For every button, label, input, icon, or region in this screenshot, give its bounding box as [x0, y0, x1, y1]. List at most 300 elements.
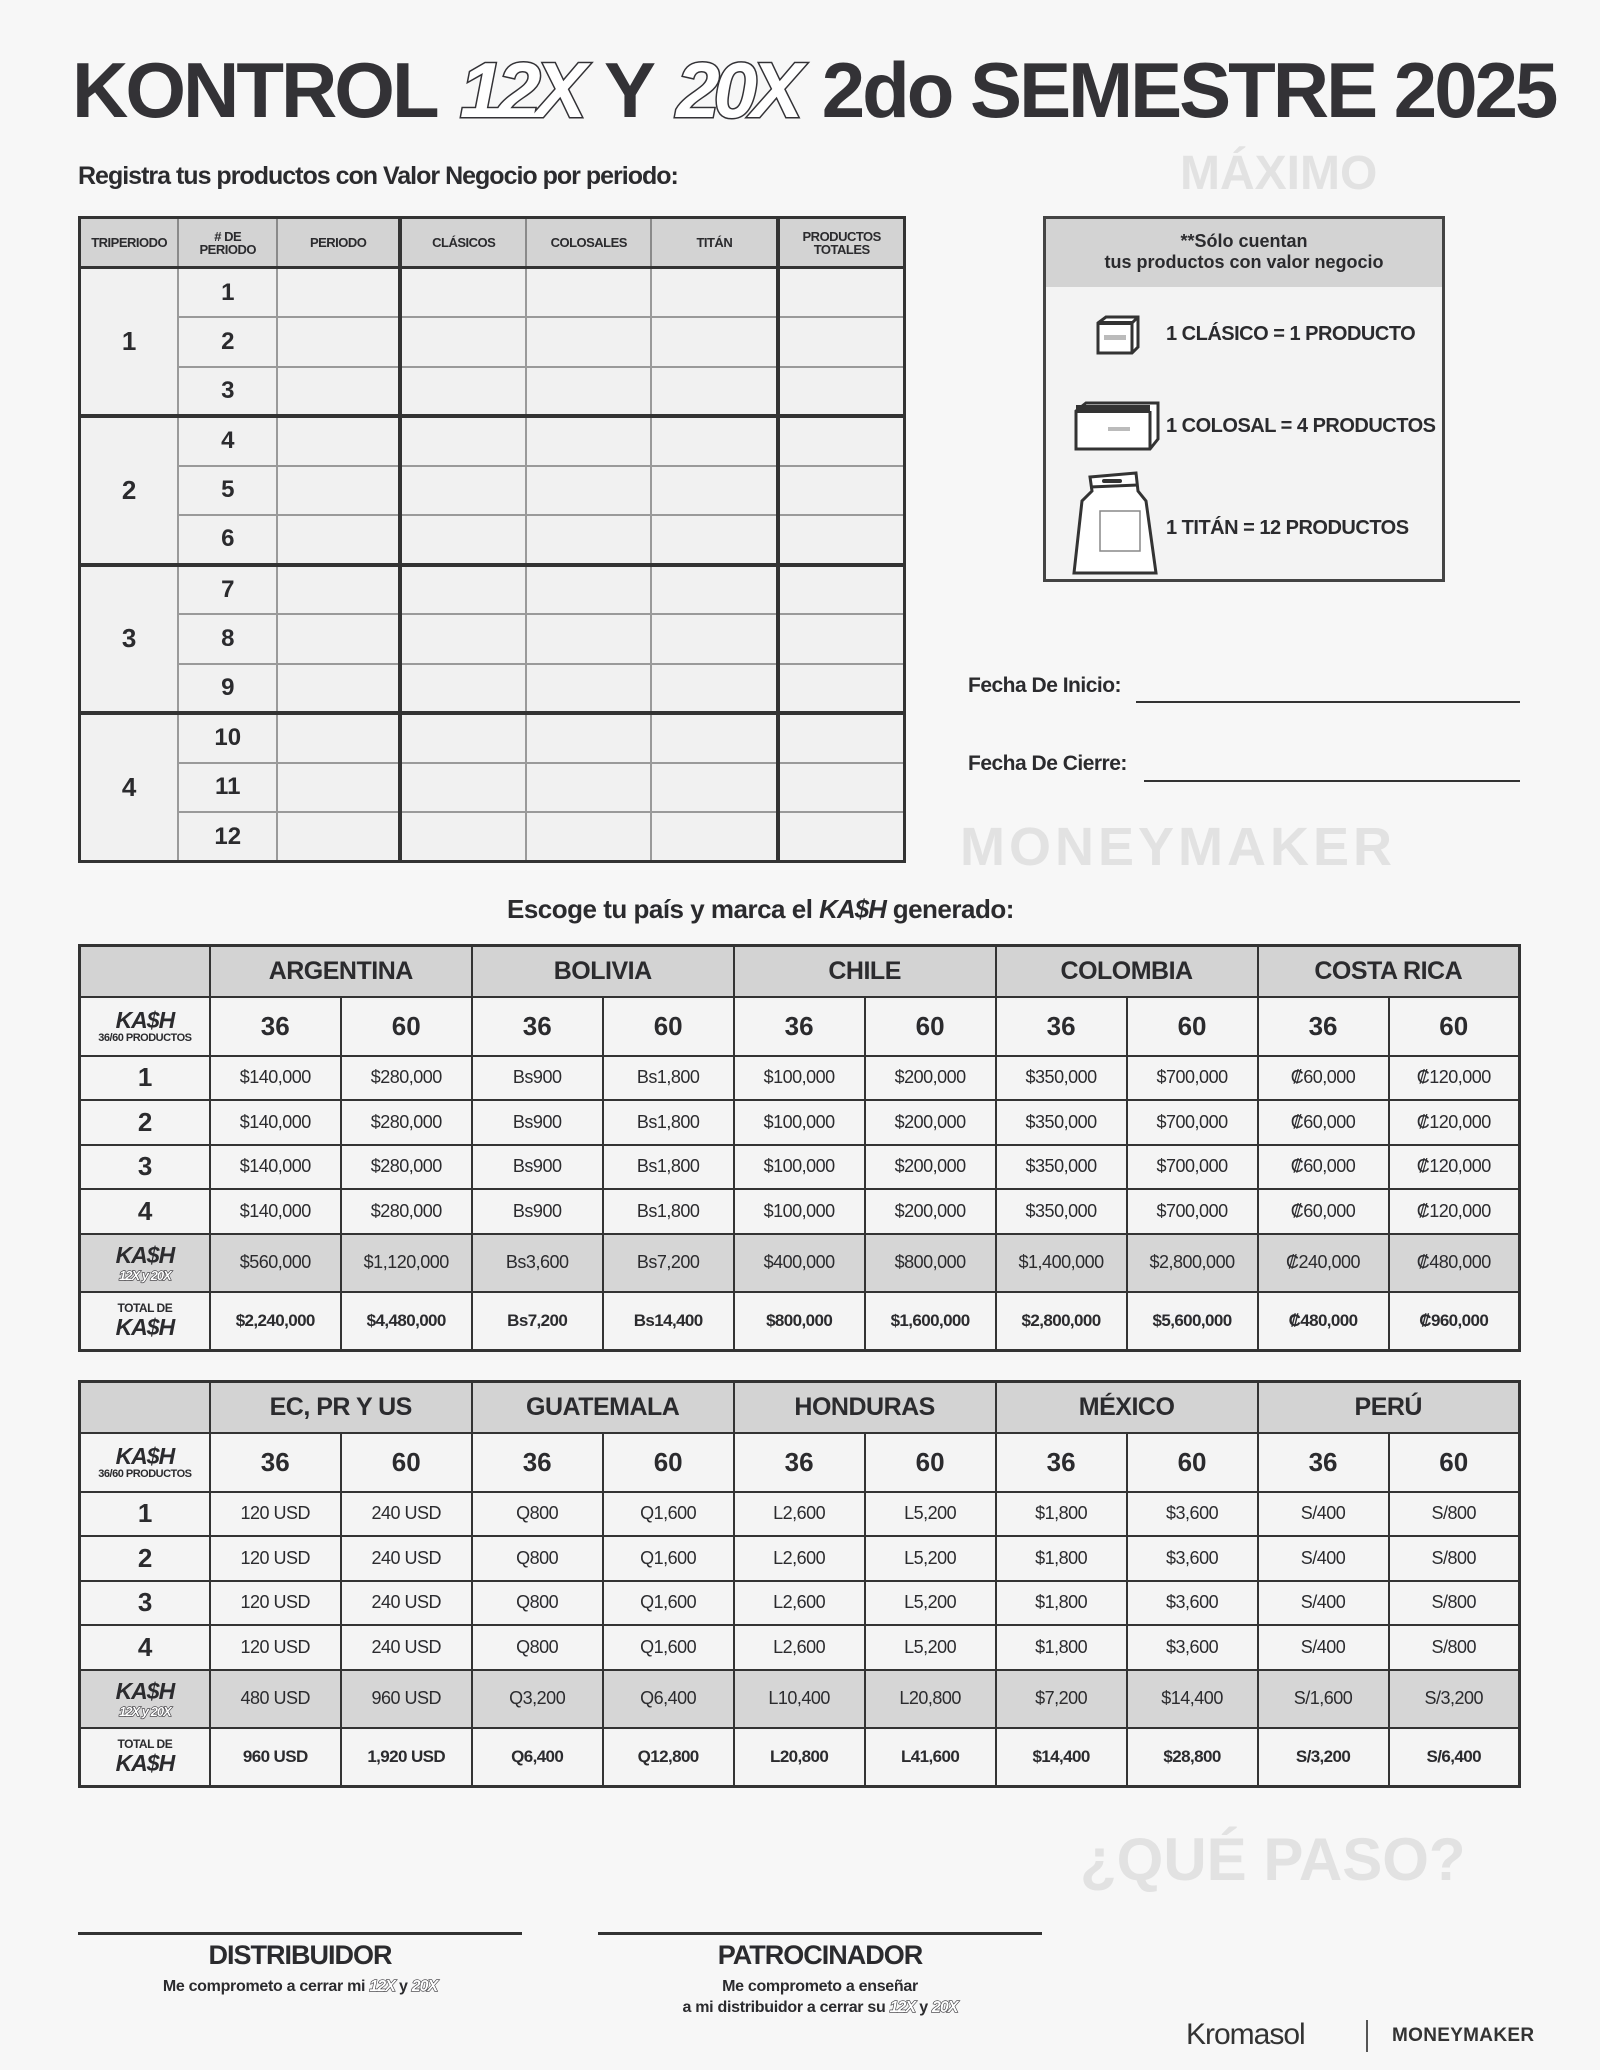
- end-date-label: Fecha De Cierre:: [968, 752, 1127, 775]
- kash-amount-cell[interactable]: $350,000: [996, 1056, 1127, 1101]
- kash-amount-cell[interactable]: ₡120,000: [1389, 1056, 1520, 1101]
- kash-amount-cell[interactable]: S/400: [1258, 1581, 1389, 1626]
- titan-input[interactable]: [651, 367, 778, 417]
- bag-icon: [1070, 469, 1160, 579]
- period-row: [80, 812, 905, 862]
- productos-totales-input[interactable]: [778, 515, 904, 565]
- kash-sum-cell[interactable]: Bs3,600: [472, 1234, 603, 1292]
- col-titan: TITÁN: [651, 218, 778, 268]
- kash-total-cell[interactable]: 960 USD: [210, 1728, 341, 1787]
- clasicos-input[interactable]: [400, 416, 526, 466]
- kash-amount-cell[interactable]: Q800: [472, 1536, 603, 1581]
- period-label: 1: [80, 1056, 210, 1101]
- kash-amount-cell[interactable]: S/400: [1258, 1536, 1389, 1581]
- kash-amount-cell[interactable]: $280,000: [341, 1189, 472, 1234]
- product-count-option[interactable]: 60: [603, 997, 734, 1056]
- clasicos-input[interactable]: [400, 763, 526, 813]
- periodo-input[interactable]: [277, 515, 400, 565]
- colosales-input[interactable]: [526, 515, 651, 565]
- periodo-input[interactable]: [277, 713, 400, 763]
- kash-amount-cell[interactable]: $1,800: [996, 1492, 1127, 1537]
- productos-totales-input[interactable]: [778, 317, 904, 367]
- kash-amount-cell[interactable]: L2,600: [734, 1492, 865, 1537]
- product-count-option[interactable]: 60: [865, 997, 996, 1056]
- kash-sum-cell[interactable]: $560,000: [210, 1234, 341, 1292]
- kash-sum-cell[interactable]: $2,800,000: [1127, 1234, 1258, 1292]
- kash-amount-cell[interactable]: S/800: [1389, 1625, 1520, 1670]
- kash-total-cell[interactable]: $2,800,000: [996, 1292, 1127, 1351]
- distribuidor-signature-line[interactable]: [78, 1932, 522, 1935]
- kash-sum-cell[interactable]: $7,200: [996, 1670, 1127, 1728]
- colosales-input[interactable]: [526, 664, 651, 714]
- kash-amount-cell[interactable]: L2,600: [734, 1581, 865, 1626]
- total-de-label: TOTAL DE: [117, 1737, 173, 1752]
- period-label: 2: [80, 1100, 210, 1145]
- kash-amount-cell[interactable]: $700,000: [1127, 1056, 1258, 1101]
- watermark-moneymaker: MONEYMAKER: [960, 817, 1397, 877]
- kash-amount-cell[interactable]: $700,000: [1127, 1100, 1258, 1145]
- clasicos-input[interactable]: [400, 515, 526, 565]
- kash-table-2: [78, 1380, 1521, 1788]
- kash-amount-cell[interactable]: L2,600: [734, 1536, 865, 1581]
- kash-sum-cell[interactable]: 480 USD: [210, 1670, 341, 1728]
- kash-amount-cell[interactable]: 240 USD: [341, 1492, 472, 1537]
- product-count-option[interactable]: 36: [996, 997, 1127, 1056]
- kash-sum-cell[interactable]: Bs7,200: [603, 1234, 734, 1292]
- period-number: 5: [178, 466, 277, 516]
- period-number: 8: [178, 614, 277, 664]
- kash-amount-cell[interactable]: Q1,600: [603, 1625, 734, 1670]
- country-header[interactable]: GUATEMALA: [472, 1382, 734, 1433]
- end-date-input-line[interactable]: [1144, 780, 1520, 782]
- kash-sum-cell[interactable]: $400,000: [734, 1234, 865, 1292]
- start-date-field[interactable]: [968, 674, 1128, 698]
- colosales-input[interactable]: [526, 713, 651, 763]
- product-count-option[interactable]: 60: [1389, 1433, 1520, 1492]
- moneymaker-logo: MONEYMAKER: [1392, 2025, 1535, 2046]
- period-label: 4: [80, 1189, 210, 1234]
- country-header[interactable]: PERÚ: [1258, 1382, 1520, 1433]
- kash-sum-cell[interactable]: S/1,600: [1258, 1670, 1389, 1728]
- kash-sum-cell[interactable]: 960 USD: [341, 1670, 472, 1728]
- end-date-field[interactable]: [968, 752, 1136, 776]
- kash-amount-cell[interactable]: 240 USD: [341, 1536, 472, 1581]
- productos-totales-input[interactable]: [778, 367, 904, 417]
- kash-amount-cell[interactable]: $3,600: [1127, 1492, 1258, 1537]
- kash-amount-cell[interactable]: $280,000: [341, 1145, 472, 1190]
- kash-amount-cell[interactable]: S/800: [1389, 1581, 1520, 1626]
- titan-input[interactable]: [651, 763, 778, 813]
- colosales-input[interactable]: [526, 565, 651, 615]
- kash-total-cell[interactable]: Bs7,200: [472, 1292, 603, 1351]
- product-count-option[interactable]: 36: [472, 1433, 603, 1492]
- country-header[interactable]: MÉXICO: [996, 1382, 1258, 1433]
- kash-amount-cell[interactable]: $1,800: [996, 1536, 1127, 1581]
- badge-20x: 20X: [932, 1999, 958, 2016]
- kash-amount-cell[interactable]: $3,600: [1127, 1625, 1258, 1670]
- kash-amount-cell[interactable]: $100,000: [734, 1189, 865, 1234]
- period-row: [80, 763, 905, 813]
- productos-totales-input[interactable]: [778, 466, 904, 516]
- kash-amount-cell[interactable]: $140,000: [210, 1056, 341, 1101]
- kash-amount-cell[interactable]: Q800: [472, 1625, 603, 1670]
- badges-12x-20x: 12X y 20X: [119, 1267, 171, 1283]
- kromasol-logo: Kromasol: [1186, 2018, 1305, 2051]
- country-header[interactable]: ARGENTINA: [210, 946, 472, 997]
- kash-amount-cell[interactable]: $140,000: [210, 1100, 341, 1145]
- kash-total-cell[interactable]: $28,800: [1127, 1728, 1258, 1787]
- kash-sum-cell[interactable]: L20,800: [865, 1670, 996, 1728]
- kash-amount-cell[interactable]: S/400: [1258, 1625, 1389, 1670]
- periodo-input[interactable]: [277, 664, 400, 714]
- periodo-input[interactable]: [277, 466, 400, 516]
- period-label: 3: [80, 1145, 210, 1190]
- kash-amount-cell[interactable]: $140,000: [210, 1189, 341, 1234]
- total-kash-row: [80, 1292, 1520, 1351]
- periodo-input[interactable]: [277, 614, 400, 664]
- kash-amount-cell[interactable]: $350,000: [996, 1100, 1127, 1145]
- titan-input[interactable]: [651, 713, 778, 763]
- kash-amount-cell[interactable]: Bs1,800: [603, 1189, 734, 1234]
- product-count-option[interactable]: 60: [1127, 997, 1258, 1056]
- period-number: 2: [178, 317, 277, 367]
- kash-total-cell[interactable]: ₡960,000: [1389, 1292, 1520, 1351]
- kash-amount-cell[interactable]: Bs900: [472, 1189, 603, 1234]
- period-number: 6: [178, 515, 277, 565]
- productos-totales-input[interactable]: [778, 268, 904, 318]
- period-number: 7: [178, 565, 277, 615]
- clasicos-input[interactable]: [400, 565, 526, 615]
- kash-sum-cell[interactable]: Q6,400: [603, 1670, 734, 1728]
- kash-amount-cell[interactable]: $700,000: [1127, 1189, 1258, 1234]
- kash-sum-cell[interactable]: S/3,200: [1389, 1670, 1520, 1728]
- col-clasicos: CLÁSICOS: [400, 218, 526, 268]
- product-count-option[interactable]: 60: [341, 1433, 472, 1492]
- kash-amount-cell[interactable]: $200,000: [865, 1100, 996, 1145]
- kash-total-cell[interactable]: Q6,400: [472, 1728, 603, 1787]
- kash-amount-cell[interactable]: Q800: [472, 1581, 603, 1626]
- kash-amount-cell[interactable]: $140,000: [210, 1145, 341, 1190]
- kash-logo: KA$H: [115, 1750, 175, 1777]
- kash-total-cell[interactable]: L20,800: [734, 1728, 865, 1787]
- kash-amount-cell[interactable]: L5,200: [865, 1492, 996, 1537]
- kash-amount-cell[interactable]: 120 USD: [210, 1625, 341, 1670]
- kash-amount-cell[interactable]: Q800: [472, 1492, 603, 1537]
- start-date-input-line[interactable]: [1136, 701, 1520, 703]
- period-number: 11: [178, 763, 277, 813]
- kash-sum-cell[interactable]: $14,400: [1127, 1670, 1258, 1728]
- logo-divider: [1366, 2020, 1368, 2052]
- colosales-input[interactable]: [526, 268, 651, 318]
- kash-amount-cell[interactable]: $3,600: [1127, 1536, 1258, 1581]
- clasicos-input[interactable]: [400, 664, 526, 714]
- kash-period-row: [80, 1056, 1520, 1101]
- product-count-option[interactable]: 36: [210, 997, 341, 1056]
- country-header[interactable]: HONDURAS: [734, 1382, 996, 1433]
- period-label: 2: [80, 1536, 210, 1581]
- kash-amount-cell[interactable]: $200,000: [865, 1145, 996, 1190]
- country-header[interactable]: EC, PR Y US: [210, 1382, 472, 1433]
- productos-totales-input[interactable]: [778, 664, 904, 714]
- kash-amount-cell[interactable]: Bs1,800: [603, 1100, 734, 1145]
- periodo-input[interactable]: [277, 367, 400, 417]
- period-number: 4: [178, 416, 277, 466]
- kash-amount-cell[interactable]: S/800: [1389, 1492, 1520, 1537]
- periodo-input[interactable]: [277, 317, 400, 367]
- periodo-input[interactable]: [277, 763, 400, 813]
- kash-total-cell[interactable]: $1,600,000: [865, 1292, 996, 1351]
- kash-amount-cell[interactable]: $1,800: [996, 1581, 1127, 1626]
- titan-input[interactable]: [651, 416, 778, 466]
- kash-total-cell[interactable]: ₡480,000: [1258, 1292, 1389, 1351]
- total-de-label: TOTAL DE: [117, 1301, 173, 1316]
- colosales-input[interactable]: [526, 317, 651, 367]
- total-kash-row: [80, 1728, 1520, 1787]
- productos-totales-input[interactable]: [778, 763, 904, 813]
- legend-note: [1046, 219, 1442, 287]
- kash-amount-cell[interactable]: $1,800: [996, 1625, 1127, 1670]
- watermark-que-paso: ¿QUÉ PASO?: [1080, 1826, 1466, 1893]
- titan-input[interactable]: [651, 812, 778, 862]
- badge-12x: 12X: [459, 46, 581, 134]
- productos-totales-input[interactable]: [778, 713, 904, 763]
- colosales-input[interactable]: [526, 614, 651, 664]
- kash-table-1: [78, 944, 1521, 1352]
- triperiodo-label: 4: [80, 713, 179, 862]
- period-row: [80, 317, 905, 367]
- patrocinador-signature-line[interactable]: [598, 1932, 1042, 1935]
- kash-amount-cell[interactable]: ₡60,000: [1258, 1189, 1389, 1234]
- period-row: [80, 466, 905, 516]
- clasicos-input[interactable]: [400, 367, 526, 417]
- kash-period-row: [80, 1100, 1520, 1145]
- country-header[interactable]: CHILE: [734, 946, 996, 997]
- kash-amount-cell[interactable]: L5,200: [865, 1625, 996, 1670]
- title-prefix: KONTROL: [72, 46, 436, 134]
- colosales-input[interactable]: [526, 416, 651, 466]
- legend-item-clasico: 1 CLÁSICO = 1 PRODUCTO: [1046, 301, 1442, 371]
- kash-amount-cell[interactable]: $350,000: [996, 1189, 1127, 1234]
- periodo-input[interactable]: [277, 565, 400, 615]
- subtitle: Registra tus productos con Valor Negocio por periodo:: [78, 162, 678, 190]
- large-box-icon: [1072, 401, 1162, 451]
- triperiodo-label: 1: [80, 268, 179, 417]
- titan-input[interactable]: [651, 317, 778, 367]
- product-count-option[interactable]: 36: [472, 997, 603, 1056]
- clasicos-input[interactable]: [400, 713, 526, 763]
- country-header-row: [80, 946, 1520, 997]
- period-label: 4: [80, 1625, 210, 1670]
- clasicos-input[interactable]: [400, 614, 526, 664]
- col-periodo: PERIODO: [277, 218, 400, 268]
- titan-input[interactable]: [651, 614, 778, 664]
- product-count-option[interactable]: 36: [734, 1433, 865, 1492]
- clasicos-input[interactable]: [400, 317, 526, 367]
- colosales-input[interactable]: [526, 466, 651, 516]
- start-date-label: Fecha De Inicio:: [968, 674, 1122, 697]
- kash-amount-cell[interactable]: ₡120,000: [1389, 1189, 1520, 1234]
- product-equivalence-legend: [1043, 216, 1445, 582]
- product-count-option[interactable]: 36: [996, 1433, 1127, 1492]
- kash-amount-cell[interactable]: Q1,600: [603, 1492, 734, 1537]
- product-count-row: [80, 1433, 1520, 1492]
- product-count-option[interactable]: 60: [865, 1433, 996, 1492]
- periodo-input[interactable]: [277, 812, 400, 862]
- product-count-option[interactable]: 60: [341, 997, 472, 1056]
- badge-20x: 20X: [411, 1978, 438, 1995]
- kash-period-row: [80, 1581, 1520, 1626]
- kash-amount-cell[interactable]: 120 USD: [210, 1581, 341, 1626]
- kash-amount-cell[interactable]: S/800: [1389, 1536, 1520, 1581]
- kash-amount-cell[interactable]: L5,200: [865, 1581, 996, 1626]
- kash-amount-cell[interactable]: Bs900: [472, 1100, 603, 1145]
- product-count-option[interactable]: 36: [734, 997, 865, 1056]
- kash-amount-cell[interactable]: Bs900: [472, 1145, 603, 1190]
- col-triperiodo: TRIPERIODO: [80, 218, 179, 268]
- country-header-row: [80, 1382, 1520, 1433]
- kash-sum-cell[interactable]: $1,120,000: [341, 1234, 472, 1292]
- kash-amount-cell[interactable]: ₡60,000: [1258, 1145, 1389, 1190]
- titan-input[interactable]: [651, 268, 778, 318]
- productos-totales-input[interactable]: [778, 416, 904, 466]
- colosales-input[interactable]: [526, 812, 651, 862]
- period-row: [80, 367, 905, 417]
- kash-total-cell[interactable]: Q12,800: [603, 1728, 734, 1787]
- badge-20x: 20X: [676, 46, 798, 134]
- kash-amount-cell[interactable]: $200,000: [865, 1056, 996, 1101]
- kash-amount-cell[interactable]: 120 USD: [210, 1492, 341, 1537]
- kash-amount-cell[interactable]: ₡60,000: [1258, 1100, 1389, 1145]
- kash-12x-20x-label: [80, 1670, 210, 1728]
- kash-amount-cell[interactable]: 120 USD: [210, 1536, 341, 1581]
- clasicos-input[interactable]: [400, 268, 526, 318]
- product-count-option[interactable]: 60: [1127, 1433, 1258, 1492]
- kash-total-cell[interactable]: S/6,400: [1389, 1728, 1520, 1787]
- kash-amount-cell[interactable]: 240 USD: [341, 1625, 472, 1670]
- periodo-input[interactable]: [277, 268, 400, 318]
- kash-sum-cell[interactable]: Q3,200: [472, 1670, 603, 1728]
- period-row: [80, 565, 905, 615]
- kash-amount-cell[interactable]: ₡120,000: [1389, 1145, 1520, 1190]
- colosales-input[interactable]: [526, 763, 651, 813]
- kash-period-row: [80, 1625, 1520, 1670]
- kash-logo: KA$H: [115, 1442, 175, 1469]
- kash-amount-cell[interactable]: L5,200: [865, 1536, 996, 1581]
- kash-sum-cell[interactable]: ₡480,000: [1389, 1234, 1520, 1292]
- patrocinador-title: PATROCINADOR: [717, 1940, 923, 1970]
- kash-products-label: [80, 1433, 210, 1492]
- country-header[interactable]: BOLIVIA: [472, 946, 734, 997]
- kash-logo: KA$H: [115, 1314, 175, 1341]
- kash-total-cell[interactable]: $800,000: [734, 1292, 865, 1351]
- kash-sum-cell[interactable]: $1,400,000: [996, 1234, 1127, 1292]
- badge-12x: 12X: [889, 1999, 916, 2016]
- kash-12x-20x-row: [80, 1234, 1520, 1292]
- kash-amount-cell[interactable]: $3,600: [1127, 1581, 1258, 1626]
- titan-input[interactable]: [651, 664, 778, 714]
- period-table-header: [80, 218, 905, 268]
- product-count-option[interactable]: 36: [1258, 997, 1389, 1056]
- kash-total-cell[interactable]: L41,600: [865, 1728, 996, 1787]
- kash-amount-cell[interactable]: Bs1,800: [603, 1145, 734, 1190]
- product-count-option[interactable]: 60: [1389, 997, 1520, 1056]
- kash-total-cell[interactable]: $2,240,000: [210, 1292, 341, 1351]
- kash-amount-cell[interactable]: $100,000: [734, 1056, 865, 1101]
- legend-note-line-2: tus productos con valor negocio: [1104, 252, 1384, 272]
- period-label: 3: [80, 1581, 210, 1626]
- kash-amount-cell[interactable]: $100,000: [734, 1145, 865, 1190]
- kash-12x-20x-row: [80, 1670, 1520, 1728]
- periodo-input[interactable]: [277, 416, 400, 466]
- page-title: [72, 42, 1556, 138]
- kash-total-cell[interactable]: $4,480,000: [341, 1292, 472, 1351]
- product-count-row: [80, 997, 1520, 1056]
- kash-sum-cell[interactable]: $800,000: [865, 1234, 996, 1292]
- kash-logo: KA$H: [819, 894, 886, 924]
- kash-period-row: [80, 1189, 1520, 1234]
- distribuidor-title: DISTRIBUIDOR: [208, 1940, 392, 1970]
- titan-input[interactable]: [651, 515, 778, 565]
- productos-totales-input[interactable]: [778, 565, 904, 615]
- country-header[interactable]: COSTA RICA: [1258, 946, 1520, 997]
- legend-item-titan: 1 TITÁN = 12 PRODUCTOS: [1046, 469, 1442, 579]
- kash-period-row: [80, 1492, 1520, 1537]
- colosales-input[interactable]: [526, 367, 651, 417]
- kash-amount-cell[interactable]: 240 USD: [341, 1581, 472, 1626]
- kash-amount-cell[interactable]: $200,000: [865, 1189, 996, 1234]
- kash-amount-cell[interactable]: ₡60,000: [1258, 1056, 1389, 1101]
- kash-amount-cell[interactable]: ₡120,000: [1389, 1100, 1520, 1145]
- product-count-option[interactable]: 36: [1258, 1433, 1389, 1492]
- kash-total-cell[interactable]: $14,400: [996, 1728, 1127, 1787]
- kash-total-cell[interactable]: Bs14,400: [603, 1292, 734, 1351]
- kash-amount-cell[interactable]: S/400: [1258, 1492, 1389, 1537]
- period-table: [78, 216, 906, 863]
- titan-input[interactable]: [651, 565, 778, 615]
- kash-total-cell[interactable]: S/3,200: [1258, 1728, 1389, 1787]
- kash-sum-cell[interactable]: L10,400: [734, 1670, 865, 1728]
- kash-total-cell[interactable]: 1,920 USD: [341, 1728, 472, 1787]
- kash-amount-cell[interactable]: Q1,600: [603, 1581, 734, 1626]
- titan-input[interactable]: [651, 466, 778, 516]
- kash-amount-cell[interactable]: $280,000: [341, 1056, 472, 1101]
- total-kash-label: [80, 1292, 210, 1351]
- kash-amount-cell[interactable]: $280,000: [341, 1100, 472, 1145]
- clasicos-input[interactable]: [400, 812, 526, 862]
- corner-cell: [80, 946, 210, 997]
- productos-totales-input[interactable]: [778, 812, 904, 862]
- kash-amount-cell[interactable]: $100,000: [734, 1100, 865, 1145]
- kash-section-heading: Escoge tu país y marca el KA$H generado:: [507, 894, 1014, 924]
- kash-total-cell[interactable]: $5,600,000: [1127, 1292, 1258, 1351]
- total-kash-label: [80, 1728, 210, 1787]
- kash-amount-cell[interactable]: $350,000: [996, 1145, 1127, 1190]
- country-header[interactable]: COLOMBIA: [996, 946, 1258, 997]
- product-count-option[interactable]: 36: [210, 1433, 341, 1492]
- kash-sum-cell[interactable]: ₡240,000: [1258, 1234, 1389, 1292]
- product-count-option[interactable]: 60: [603, 1433, 734, 1492]
- productos-totales-input[interactable]: [778, 614, 904, 664]
- kash-amount-cell[interactable]: Bs900: [472, 1056, 603, 1101]
- kash-amount-cell[interactable]: L2,600: [734, 1625, 865, 1670]
- clasicos-input[interactable]: [400, 466, 526, 516]
- kash-amount-cell[interactable]: Q1,600: [603, 1536, 734, 1581]
- col-period-number: # DE PERIODO: [178, 218, 277, 268]
- kash-period-row: [80, 1536, 1520, 1581]
- kash-amount-cell[interactable]: $700,000: [1127, 1145, 1258, 1190]
- distribuidor-commitment: Me comprometo a cerrar mi 12X y 20X: [162, 1978, 438, 1995]
- kash-amount-cell[interactable]: Bs1,800: [603, 1056, 734, 1101]
